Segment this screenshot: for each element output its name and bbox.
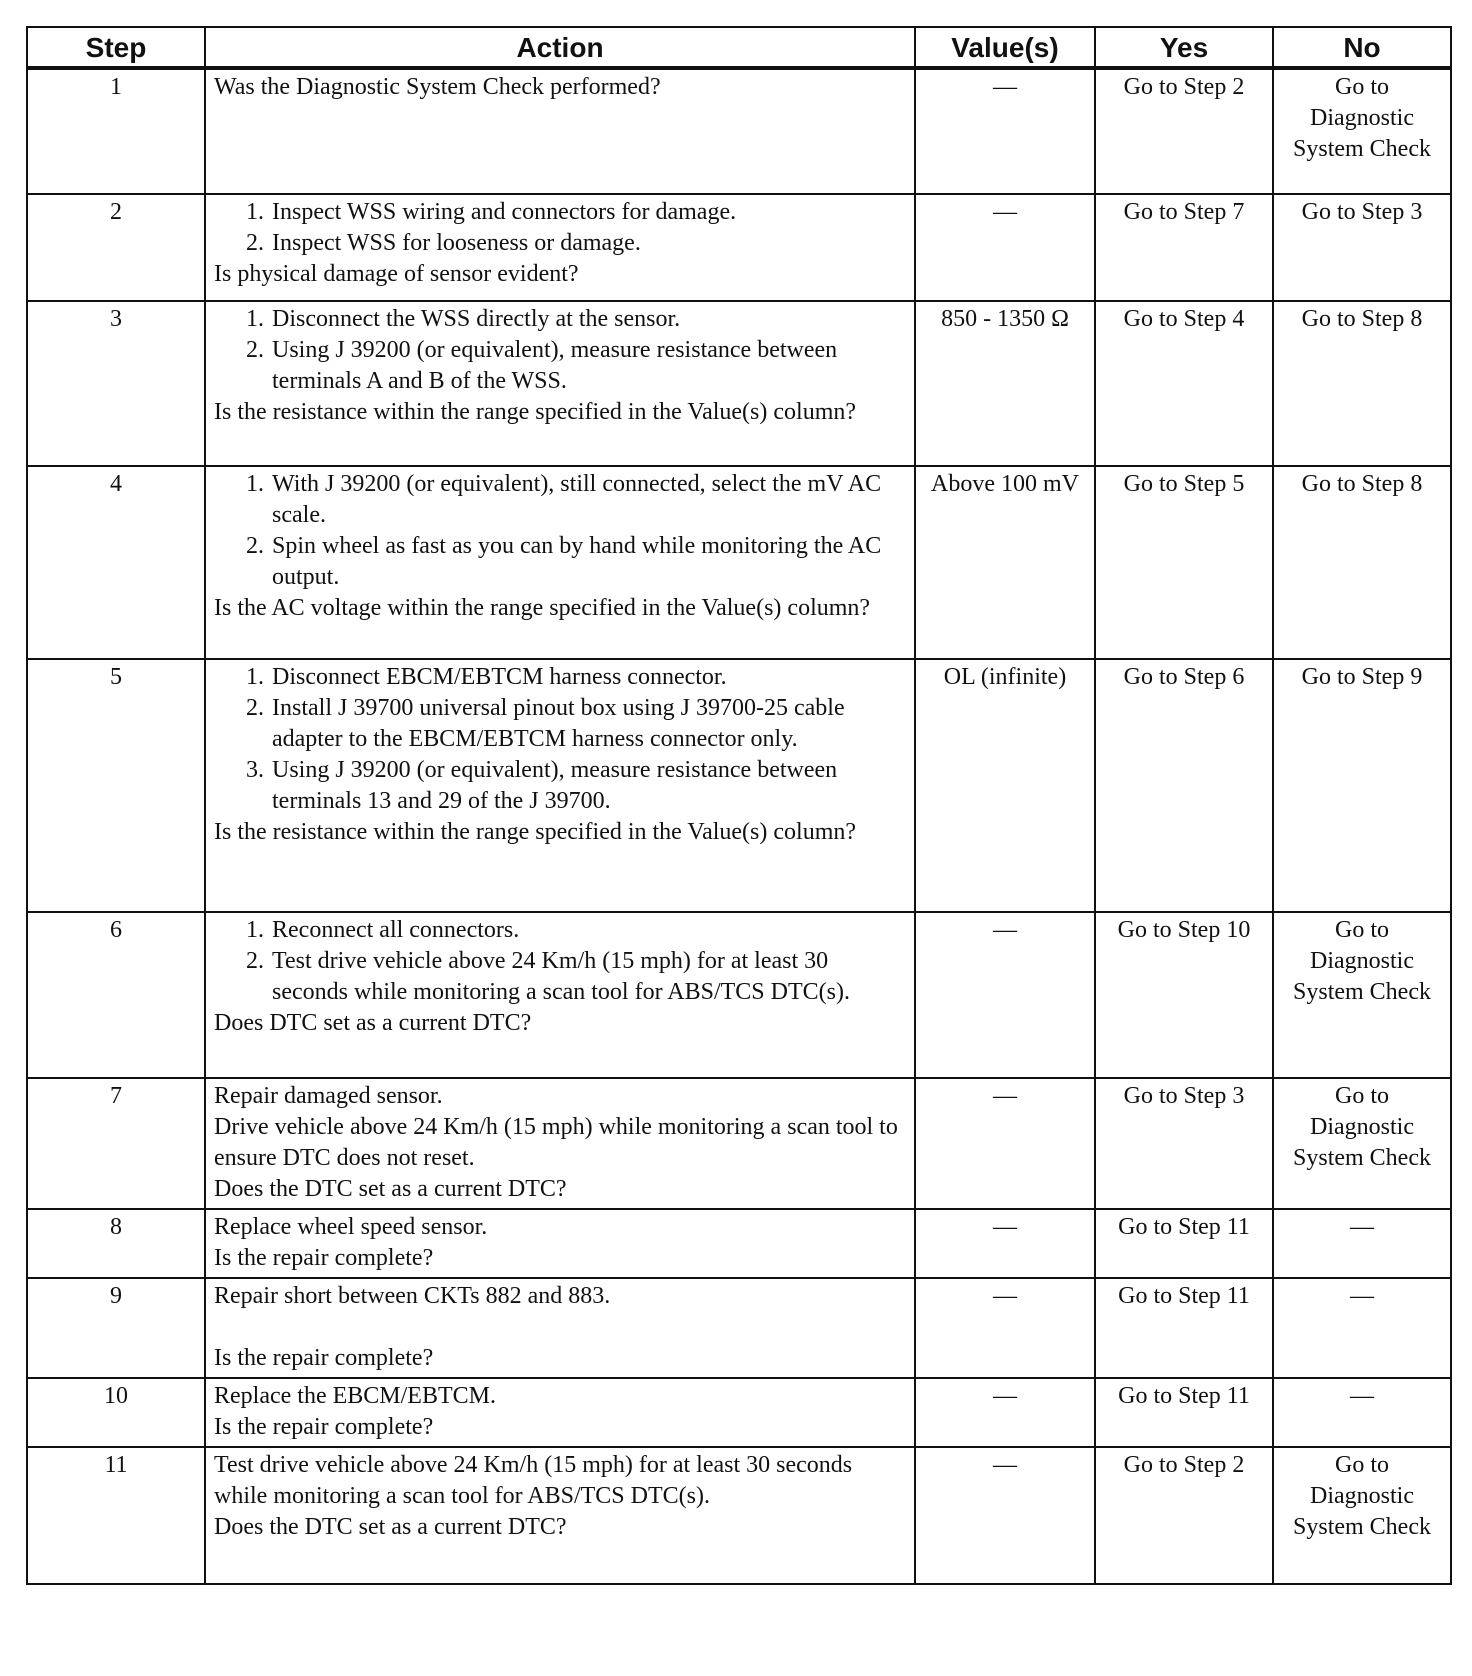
no-cell: Go to Step 8 — [1273, 466, 1451, 659]
no-cell: Go to Diagnostic System Check — [1273, 1447, 1451, 1584]
no-cell: Go to Step 9 — [1273, 659, 1451, 912]
action-cell — [205, 466, 915, 659]
action-step: 2. Using J 39200 (or equivalent), measure resistance between terminals A and B of the WSS. — [270, 335, 906, 397]
action-steps-list — [214, 662, 906, 817]
diagnostic-table — [26, 26, 1452, 1585]
action-step: 2. Inspect WSS for looseness or damage. — [270, 228, 906, 259]
step-number: 3 — [27, 301, 205, 466]
yes-cell: Go to Step 5 — [1095, 466, 1273, 659]
action-question: Is the repair complete? — [214, 1345, 434, 1371]
yes-cell: Go to Step 4 — [1095, 301, 1273, 466]
spacer — [214, 1312, 906, 1343]
header-row — [27, 27, 1451, 68]
action-steps-list — [214, 304, 906, 397]
action-step: 1. Reconnect all connectors. — [270, 915, 906, 946]
action-question: Is the AC voltage within the range specified in the Value(s) column? — [214, 595, 871, 621]
action-cell — [205, 1078, 915, 1209]
yes-cell: Go to Step 11 — [1095, 1378, 1273, 1447]
action-question: Is physical damage of sensor evident? — [214, 261, 579, 287]
no-cell: — — [1273, 1278, 1451, 1378]
value-cell: — — [915, 912, 1095, 1078]
table-row — [27, 194, 1451, 301]
step-number: 1 — [27, 68, 205, 194]
action-steps-list — [214, 469, 906, 593]
table-row — [27, 301, 1451, 466]
value-cell: — — [915, 1447, 1095, 1584]
action-question: Does the DTC set as a current DTC? — [214, 1514, 567, 1540]
yes-cell: Go to Step 2 — [1095, 1447, 1273, 1584]
table-row — [27, 1447, 1451, 1584]
action-question: Is the resistance within the range specified in the Value(s) column? — [214, 819, 857, 845]
action-cell — [205, 68, 915, 194]
table-row — [27, 466, 1451, 659]
table-row — [27, 1278, 1451, 1378]
action-cell — [205, 1378, 915, 1447]
action-cell — [205, 1278, 915, 1378]
action-line: Repair damaged sensor. — [214, 1083, 443, 1109]
yes-cell: Go to Step 3 — [1095, 1078, 1273, 1209]
table-row — [27, 1209, 1451, 1278]
action-steps-list — [214, 915, 906, 1008]
action-question: Does the DTC set as a current DTC? — [214, 1176, 567, 1202]
header-step: Step — [27, 27, 205, 68]
no-cell: Go to Step 8 — [1273, 301, 1451, 466]
action-question: Was the Diagnostic System Check performed? — [214, 74, 661, 100]
action-line: Test drive vehicle above 24 Km/h (15 mph) for at least 30 seconds while monitoring a scan tool for ABS/TCS DTC(s). — [214, 1452, 853, 1509]
no-cell: — — [1273, 1378, 1451, 1447]
step-number: 5 — [27, 659, 205, 912]
action-step: 2. Test drive vehicle above 24 Km/h (15 mph) for at least 30 seconds while monitoring a scan tool for ABS/TCS DTC(s). — [270, 946, 906, 1008]
header-no: No — [1273, 27, 1451, 68]
action-line: Replace wheel speed sensor. — [214, 1214, 488, 1240]
action-step: 2. Spin wheel as fast as you can by hand while monitoring the AC output. — [270, 531, 906, 593]
yes-cell: Go to Step 6 — [1095, 659, 1273, 912]
value-cell: 850 - 1350 Ω — [915, 301, 1095, 466]
step-number: 11 — [27, 1447, 205, 1584]
table-row — [27, 68, 1451, 194]
header-values: Value(s) — [915, 27, 1095, 68]
step-number: 10 — [27, 1378, 205, 1447]
action-cell — [205, 1209, 915, 1278]
table-row — [27, 659, 1451, 912]
action-line: Replace the EBCM/EBTCM. — [214, 1383, 496, 1409]
no-cell: Go to Diagnostic System Check — [1273, 68, 1451, 194]
table-body — [27, 68, 1451, 1584]
document-page — [26, 26, 1450, 1585]
no-cell: — — [1273, 1209, 1451, 1278]
table-row — [27, 912, 1451, 1078]
yes-cell: Go to Step 10 — [1095, 912, 1273, 1078]
action-cell — [205, 194, 915, 301]
value-cell: — — [915, 68, 1095, 194]
step-number: 2 — [27, 194, 205, 301]
value-cell: — — [915, 1278, 1095, 1378]
action-line: Repair short between CKTs 882 and 883. — [214, 1283, 611, 1309]
action-step: 1. With J 39200 (or equivalent), still connected, select the mV AC scale. — [270, 469, 906, 531]
value-cell: — — [915, 194, 1095, 301]
action-question: Is the resistance within the range specified in the Value(s) column? — [214, 399, 857, 425]
action-question: Does DTC set as a current DTC? — [214, 1010, 532, 1036]
action-question: Is the repair complete? — [214, 1414, 434, 1440]
table-row — [27, 1378, 1451, 1447]
action-step: 1. Disconnect the WSS directly at the sensor. — [270, 304, 906, 335]
action-step: 2. Install J 39700 universal pinout box using J 39700-25 cable adapter to the EBCM/EBTCM harness connector only. — [270, 693, 906, 755]
action-cell — [205, 659, 915, 912]
value-cell: — — [915, 1209, 1095, 1278]
action-question: Is the repair complete? — [214, 1245, 434, 1271]
header-yes: Yes — [1095, 27, 1273, 68]
no-cell: Go to Diagnostic System Check — [1273, 1078, 1451, 1209]
action-cell — [205, 301, 915, 466]
no-cell: Go to Step 3 — [1273, 194, 1451, 301]
yes-cell: Go to Step 11 — [1095, 1278, 1273, 1378]
action-step: 1. Inspect WSS wiring and connectors for damage. — [270, 197, 906, 228]
yes-cell: Go to Step 7 — [1095, 194, 1273, 301]
yes-cell: Go to Step 2 — [1095, 68, 1273, 194]
action-step: 1. Disconnect EBCM/EBTCM harness connector. — [270, 662, 906, 693]
step-number: 8 — [27, 1209, 205, 1278]
step-number: 6 — [27, 912, 205, 1078]
value-cell: — — [915, 1078, 1095, 1209]
value-cell: — — [915, 1378, 1095, 1447]
action-cell — [205, 912, 915, 1078]
action-steps-list — [214, 197, 906, 259]
action-line: Drive vehicle above 24 Km/h (15 mph) while monitoring a scan tool to ensure DTC does not reset. — [214, 1114, 898, 1171]
value-cell: Above 100 mV — [915, 466, 1095, 659]
table-row — [27, 1078, 1451, 1209]
header-action: Action — [205, 27, 915, 68]
no-cell: Go to Diagnostic System Check — [1273, 912, 1451, 1078]
step-number: 4 — [27, 466, 205, 659]
action-step: 3. Using J 39200 (or equivalent), measure resistance between terminals 13 and 29 of the J 39700. — [270, 755, 906, 817]
step-number: 7 — [27, 1078, 205, 1209]
step-number: 9 — [27, 1278, 205, 1378]
value-cell: OL (infinite) — [915, 659, 1095, 912]
yes-cell: Go to Step 11 — [1095, 1209, 1273, 1278]
action-cell — [205, 1447, 915, 1584]
